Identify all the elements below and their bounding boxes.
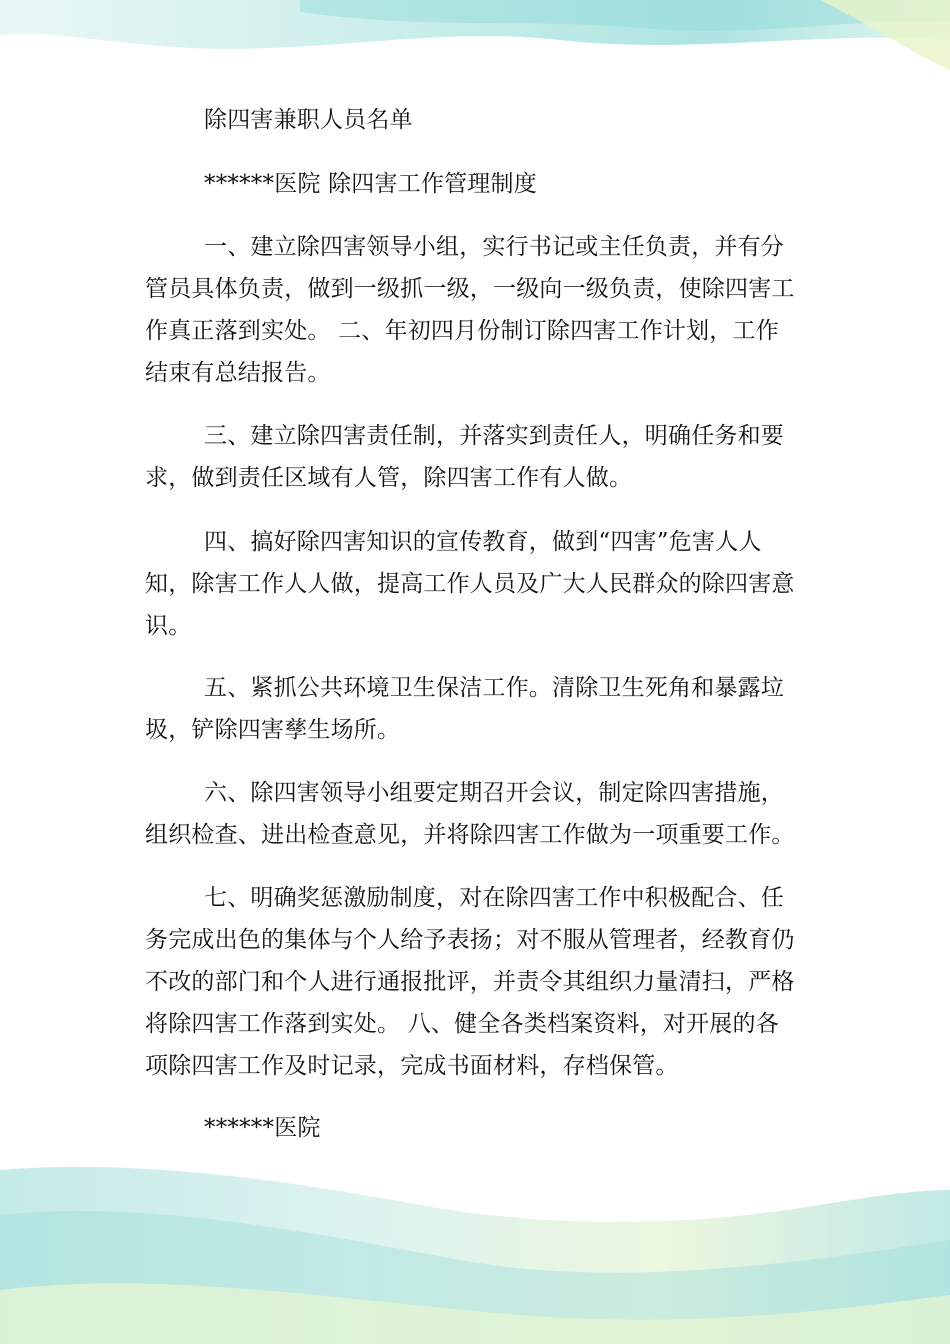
- paragraph-line: 四、搞好除四害知识的宣传教育，做到“四害”危害人人: [204, 529, 762, 555]
- paragraph-line: 作真正落到实处。 二、年初四月份制订除四害工作计划，工作: [145, 318, 779, 344]
- system-heading: ******医院 除四害工作管理制度: [204, 171, 537, 197]
- paragraph-line: 圾，铲除四害孳生场所。: [145, 717, 401, 743]
- paragraph-line: 识。: [145, 613, 192, 639]
- paragraph-line: 组织检查、进出检查意见，并将除四害工作做为一项重要工作。: [145, 822, 795, 848]
- paragraph-line: 五、紧抓公共环境卫生保洁工作。清除卫生死角和暴露垃: [204, 675, 784, 701]
- signature: ******医院: [204, 1115, 321, 1141]
- paragraph-line: 务完成出色的集体与个人给予表扬；对不服从管理者，经教育仍: [145, 927, 795, 953]
- paragraph-line: 一、建立除四害领导小组，实行书记或主任负责，并有分: [204, 234, 784, 260]
- paragraph-line: 项除四害工作及时记录，完成书面材料，存档保管。: [145, 1053, 679, 1079]
- paragraph-line: 不改的部门和个人进行通报批评，并责令其组织力量清扫，严格: [145, 969, 795, 995]
- paragraph-line: 七、明确奖惩激励制度，对在除四害工作中积极配合、任: [204, 885, 784, 911]
- list-heading: 除四害兼职人员名单: [204, 107, 413, 133]
- paragraph-line: 三、建立除四害责任制，并落实到责任人，明确任务和要: [204, 423, 784, 449]
- paragraph-line: 结束有总结报告。: [145, 360, 331, 386]
- paragraph-line: 管员具体负责，做到一级抓一级，一级向一级负责，使除四害工: [145, 276, 795, 302]
- paragraph-line: 求，做到责任区域有人管，除四害工作有人做。: [145, 465, 633, 491]
- paragraph-line: 将除四害工作落到实处。 八、健全各类档案资料，对开展的各: [145, 1011, 779, 1037]
- paragraph-line: 六、除四害领导小组要定期召开会议，制定除四害措施，: [204, 780, 784, 806]
- paragraph-line: 知，除害工作人人做，提高工作人员及广大人民群众的除四害意: [145, 571, 795, 597]
